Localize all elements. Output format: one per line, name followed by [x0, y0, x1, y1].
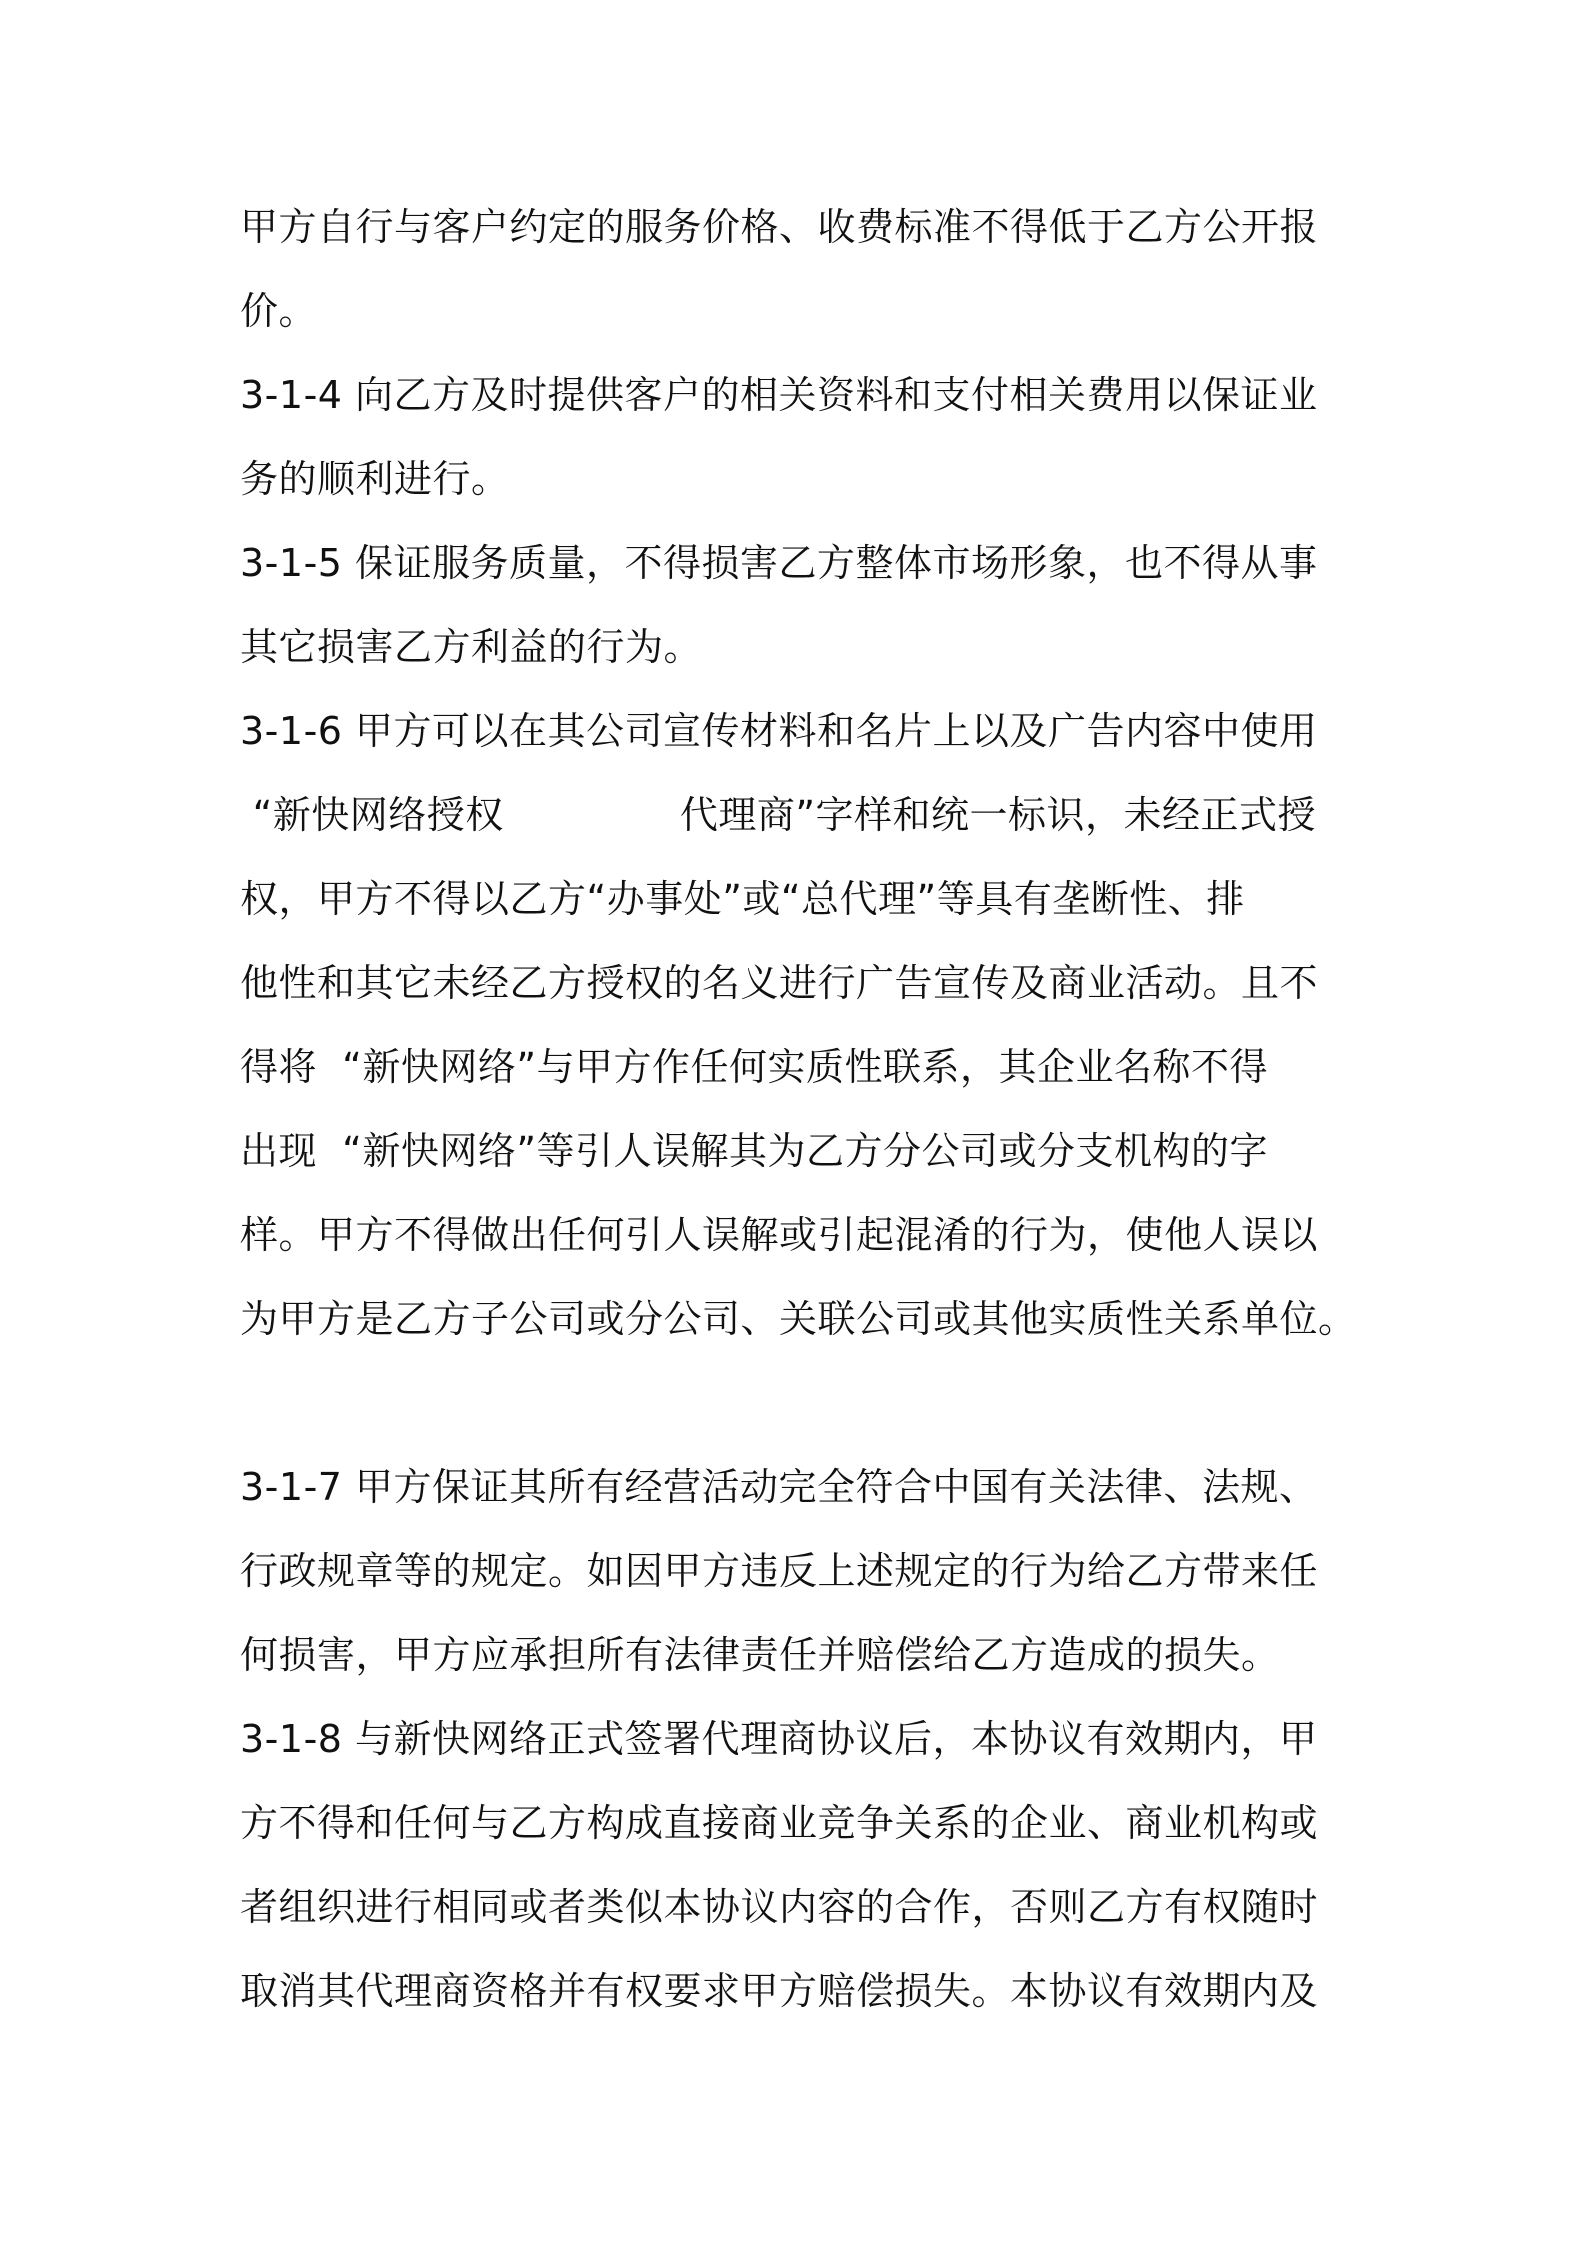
text-line: 其它损害乙方利益的行为。: [240, 625, 703, 669]
text-line: 行政规章等的规定。如因甲方违反上述规定的行为给乙方带来任: [240, 1549, 1319, 1593]
text-line: 务的顺利进行。: [240, 457, 510, 501]
text-line: 甲方自行与客户约定的服务价格、收费标准不得低于乙方公开报: [240, 205, 1319, 249]
text-line: 价。: [240, 289, 318, 333]
text-line: 3-1-6 甲方可以在其公司宣传材料和名片上以及广告内容中使用: [240, 709, 1318, 753]
text-line: “新快网络授权 代理商”字样和统一标识，未经正式授: [240, 793, 1317, 837]
text-line: 权，甲方不得以乙方“办事处”或“总代理”等具有垄断性、排: [240, 877, 1245, 921]
text-line: 得将 “新快网络”与甲方作任何实质性联系，其企业名称不得: [240, 1045, 1269, 1089]
text-line: 3-1-8 与新快网络正式签署代理商协议后，本协议有效期内，甲: [240, 1717, 1318, 1761]
text-line: 者组织进行相同或者类似本协议内容的合作，否则乙方有权随时: [240, 1885, 1319, 1929]
text-line: 何损害，甲方应承担所有法律责任并赔偿给乙方造成的损失。: [240, 1633, 1280, 1677]
text-line: 3-1-7 甲方保证其所有经营活动完全符合中国有关法律、法规、: [240, 1465, 1318, 1509]
text-line: 3-1-4 向乙方及时提供客户的相关资料和支付相关费用以保证业: [240, 373, 1318, 417]
text-line: 为甲方是乙方子公司或分公司、关联公司或其他实质性关系单位。: [240, 1297, 1357, 1341]
text-line: 他性和其它未经乙方授权的名义进行广告宣传及商业活动。且不: [240, 961, 1319, 1005]
text-line: 3-1-5 保证服务质量，不得损害乙方整体市场形象，也不得从事: [240, 541, 1318, 585]
text-line: 方不得和任何与乙方构成直接商业竞争关系的企业、商业机构或: [240, 1801, 1319, 1845]
text-line: 样。甲方不得做出任何引人误解或引起混淆的行为，使他人误以: [240, 1213, 1319, 1257]
text-line: 出现 “新快网络”等引人误解其为乙方分公司或分支机构的字: [240, 1129, 1269, 1173]
text-line: 取消其代理商资格并有权要求甲方赔偿损失。本协议有效期内及: [240, 1969, 1319, 2013]
